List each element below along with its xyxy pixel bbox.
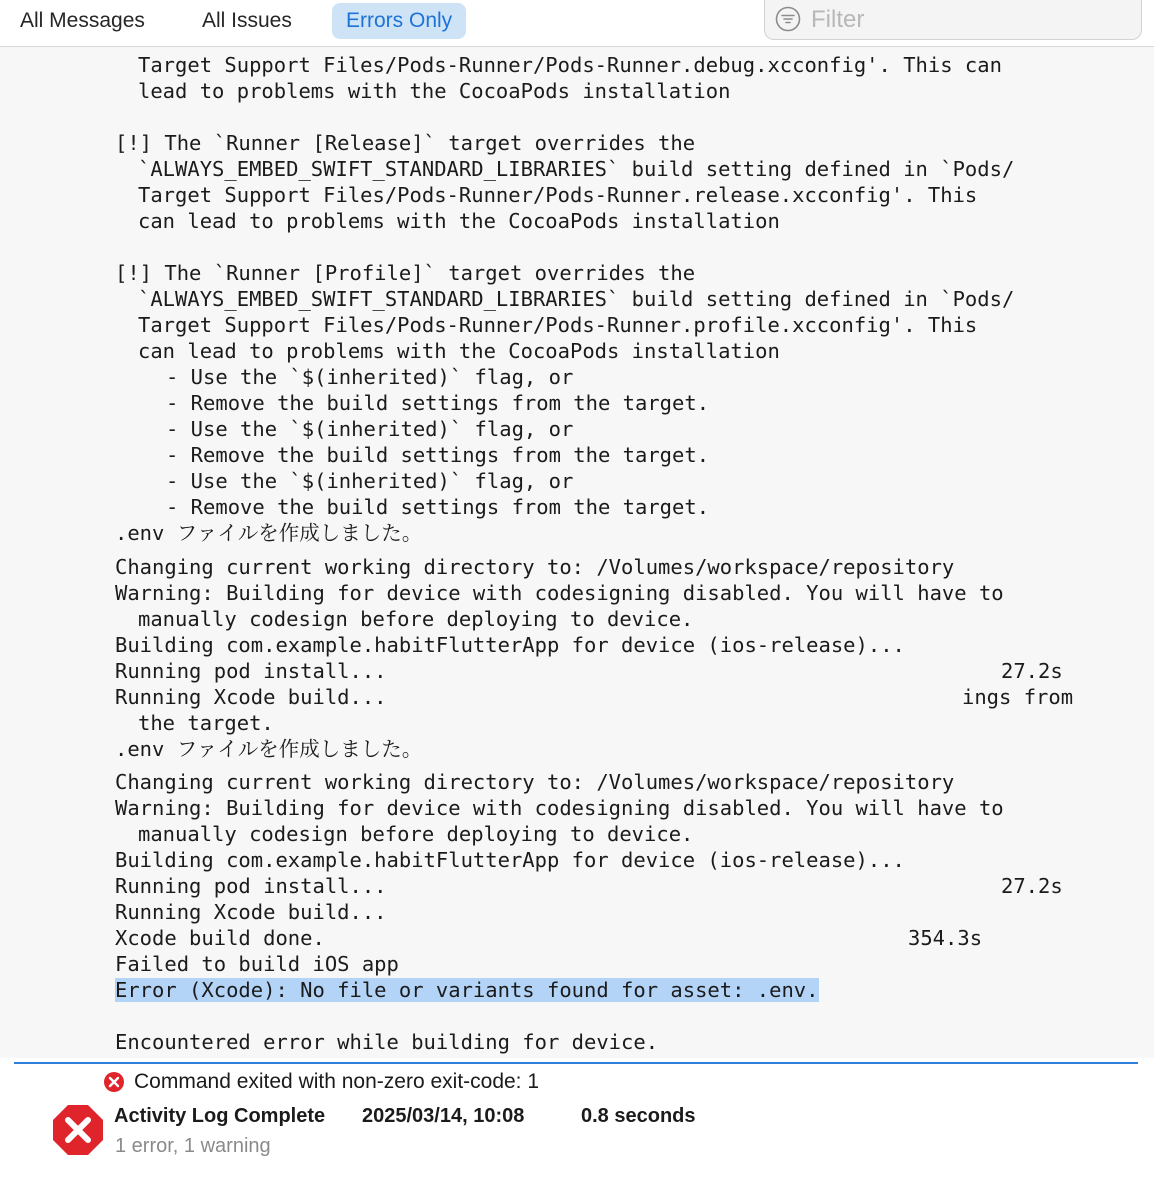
log-line: manually codesign before deploying to device. [138, 607, 694, 631]
log-line-fragment: ings from [962, 685, 1074, 709]
log-line: .env ファイルを作成しました。 [115, 521, 423, 545]
log-line: Running pod install... [115, 874, 387, 898]
log-line-error-highlighted[interactable] [115, 977, 819, 1003]
log-line: Warning: Building for device with codesigning disabled. You will have to [115, 581, 1004, 605]
command-exit-message[interactable]: Command exited with non-zero exit-code: 1 [134, 1070, 540, 1093]
build-log[interactable] [0, 47, 1154, 1058]
log-line: Warning: Building for device with codesigning disabled. You will have to [115, 796, 1004, 820]
log-line: lead to problems with the CocoaPods installation [138, 79, 731, 103]
log-line: manually codesign before deploying to device. [138, 822, 694, 846]
log-line: can lead to problems with the CocoaPods installation [138, 209, 780, 233]
log-line: - Remove the build settings from the target. [166, 443, 710, 467]
activity-log-duration: 0.8 seconds [581, 1105, 696, 1127]
activity-log-title: Activity Log Complete [114, 1105, 326, 1127]
log-line: Target Support Files/Pods-Runner/Pods-Runner.release.xcconfig'. This [138, 183, 978, 207]
log-toolbar [0, 0, 1154, 47]
log-line: - Use the `$(inherited)` flag, or [166, 365, 574, 389]
log-line: [!] The `Runner [Release]` target overrides the [115, 131, 696, 155]
activity-log-date: 2025/03/14, 10:08 [362, 1105, 525, 1127]
log-line-timing: 27.2s [1001, 659, 1063, 683]
log-line: Target Support Files/Pods-Runner/Pods-Runner.profile.xcconfig'. This [138, 313, 978, 337]
log-line: - Remove the build settings from the target. [166, 495, 710, 519]
log-line: .env ファイルを作成しました。 [115, 737, 423, 761]
log-line: `ALWAYS_EMBED_SWIFT_STANDARD_LIBRARIES` build setting defined in `Pods/ [138, 157, 1015, 181]
log-line: Xcode build done. [115, 926, 325, 950]
log-line: Running Xcode build... [115, 685, 387, 709]
log-line: - Remove the build settings from the target. [166, 391, 710, 415]
log-line: Building com.example.habitFlutterApp for device (ios-release)... [115, 848, 905, 872]
log-line: - Use the `$(inherited)` flag, or [166, 469, 574, 493]
filter-input[interactable] [809, 3, 1133, 37]
log-line: Building com.example.habitFlutterApp for device (ios-release)... [115, 633, 905, 657]
tab-errors-only[interactable]: Errors Only [332, 3, 466, 39]
log-line: can lead to problems with the CocoaPods installation [138, 339, 780, 363]
log-line: `ALWAYS_EMBED_SWIFT_STANDARD_LIBRARIES` build setting defined in `Pods/ [138, 287, 1015, 311]
log-line: the target. [138, 711, 274, 735]
log-line: Changing current working directory to: /Volumes/workspace/repository [115, 770, 955, 794]
activity-footer [0, 1064, 1154, 1186]
tab-all-issues[interactable]: All Issues [202, 9, 292, 32]
log-line: Running Xcode build... [115, 900, 387, 924]
log-line: [!] The `Runner [Profile]` target overrides the [115, 261, 696, 285]
log-line: Encountered error while building for device. [115, 1030, 659, 1054]
error-octagon-icon [52, 1104, 104, 1156]
log-line-timing: 27.2s [1001, 874, 1063, 898]
log-line-timing: 354.3s [908, 926, 983, 950]
error-line-text: Error (Xcode): No file or variants found for asset: .env. [115, 978, 819, 1002]
filter-icon [775, 6, 801, 32]
log-line: Running pod install... [115, 659, 387, 683]
log-line: Changing current working directory to: /Volumes/workspace/repository [115, 555, 955, 579]
log-line: Failed to build iOS app [115, 952, 399, 976]
issue-summary: 1 error, 1 warning [115, 1135, 271, 1157]
tab-all-messages[interactable]: All Messages [20, 9, 145, 32]
error-circle-icon [104, 1072, 124, 1092]
log-line: Target Support Files/Pods-Runner/Pods-Runner.debug.xcconfig'. This can [138, 53, 1002, 77]
filter-field[interactable] [764, 0, 1142, 40]
log-line: - Use the `$(inherited)` flag, or [166, 417, 574, 441]
